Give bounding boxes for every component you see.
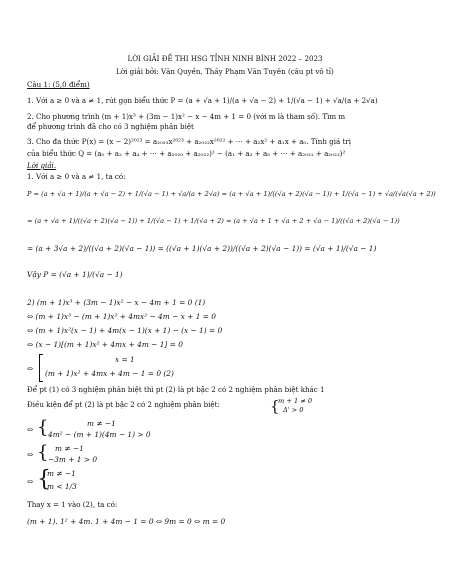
question-3-line1: 3. Cho đa thức P(x) = (x − 2)²⁰²³ = a₂₀₂₃x²⁰²³ + a₂₀₂₂x²⁰²² + ⋯ + a₂x² + a₁x + a₀. Tính giá trị (27, 137, 351, 146)
eq-part2-3: ⇔ (m + 1)x²(x − 1) + 4m(x − 1)(x + 1) − (x − 1) = 0 (27, 326, 223, 335)
section-heading: Câu 1: (5,0 điểm) (27, 80, 90, 89)
system-4: ⇔ { m ≠ −1 m < 1/3 (27, 467, 77, 492)
cond-a: m + 1 ≠ 0 (278, 397, 313, 405)
doc-title: LỜI GIẢI ĐỀ THI HSG TỈNH NINH BÌNH 2022 – 2023 (127, 54, 323, 63)
eq-part2-2: ⇔ (m + 1)x³ − (m + 1)x² + 4mx² − 4m − x + 1 = 0 (27, 312, 217, 321)
cond-b: Δ' > 0 (283, 406, 304, 414)
conclusion-p: Vậy P = (√a + 1)/(√a − 1) (27, 270, 123, 279)
question-2-line2: để phương trình đã cho có 3 nghiệm phân biệt (27, 122, 194, 131)
sys3-row1: m ≠ −1 (55, 444, 84, 453)
condition-text-2: Điều kiện để pt (2) là pt bậc 2 có 2 nghiệm phân biệt: (27, 400, 220, 409)
substitute-text: Thay x = 1 vào (2), ta có: (27, 500, 118, 509)
eq-part2-4: ⇔ (x − 1)[(m + 1)x² + 4mx + 4m − 1] = 0 (27, 340, 183, 349)
sys2-row1: m ≠ −1 (87, 419, 116, 428)
sys2-row2: 4m² − (m + 1)(4m − 1) > 0 (48, 430, 151, 439)
doc-subtitle: Lời giải bởi: Văn Quyền, Thầy Phạm Văn Tuyên (câu pt vô tỉ) (116, 67, 334, 76)
system-row-2: (m + 1)x² + 4mx + 4m − 1 = 0 (2) (45, 369, 174, 378)
system-3: ⇔ { m ≠ −1 −3m + 1 > 0 (27, 442, 98, 464)
eq-part2-1: 2) (m + 1)x³ + (3m − 1)x² − x − 4m + 1 = 0 (1) (27, 298, 206, 307)
sys4-row2: m < 1/3 (47, 482, 77, 491)
condition-text-1: Để pt (1) có 3 nghiệm phân biệt thì pt (2) là pt bậc 2 có 2 nghiệm phân biệt khác 1 (27, 385, 325, 394)
solution-heading: Lời giải. (27, 161, 57, 170)
condition-row: Điều kiện để pt (2) là pt bậc 2 có 2 nghiệm phân biệt: { m + 1 ≠ 0 Δ' > 0 (27, 397, 313, 415)
system-2: ⇔ { m ≠ −1 4m² − (m + 1)(4m − 1) > 0 (27, 417, 151, 439)
sys3-row2: −3m + 1 > 0 (48, 455, 98, 464)
question-3-line2: của biểu thức Q = (a₀ + a₂ + a₄ + ⋯ + a₂₀₂₀ + a₂₀₂₂)² − (a₁ + a₃ + a₅ + ⋯ + a₂₀₂₁ + a₂₀₂₃)² (27, 149, 346, 158)
question-1: 1. Với a ≥ 0 và a ≠ 1, rút gọn biểu thức P = (a + √a + 1)/(a + √a − 2) + 1/(√a − 1) + √a/(a + 2√a) (27, 96, 378, 105)
final-equation: (m + 1). 1² + 4m. 1 + 4m − 1 = 0 ⇔ 9m = 0 ⇔ m = 0 (27, 517, 226, 526)
question-2-line1: 2. Cho phương trình (m + 1)x³ + (3m − 1)x² − x − 4m + 1 = 0 (với m là tham số). Tìm m (27, 112, 346, 121)
equation-line-3: = (a + 3√a + 2)/((√a + 2)(√a − 1)) = ((√a + 1)(√a + 2))/((√a + 2)(√a − 1)) = (√a + 1)/(√a − 1) (27, 244, 377, 253)
system-row-1: x = 1 (115, 355, 135, 364)
bracket-system-1: ⇔ x = 1 (m + 1)x² + 4mx + 4m − 1 = 0 (2) (27, 354, 287, 382)
equation-line-2: = (a + √a + 1)/((√a + 2)(√a − 1)) + 1/(√a − 1) + 1/(√a + 2) = (a + √a + 1 + √a + 2 + √a − 1)/((√a + 2)(√a − 1)) (27, 217, 400, 225)
equation-line-1: P = (a + √a + 1)/(a + √a − 2) + 1/(√a − 1) + √a/(a + 2√a) = (a + √a + 1)/((√a + 2)(√a − 1)) + 1/(√a − 1) + √a/(√a(√a + 2)) (27, 190, 436, 198)
solution-1-intro: 1. Với a ≥ 0 và a ≠ 1, ta có: (27, 172, 126, 181)
sys4-row1: m ≠ −1 (47, 469, 76, 478)
